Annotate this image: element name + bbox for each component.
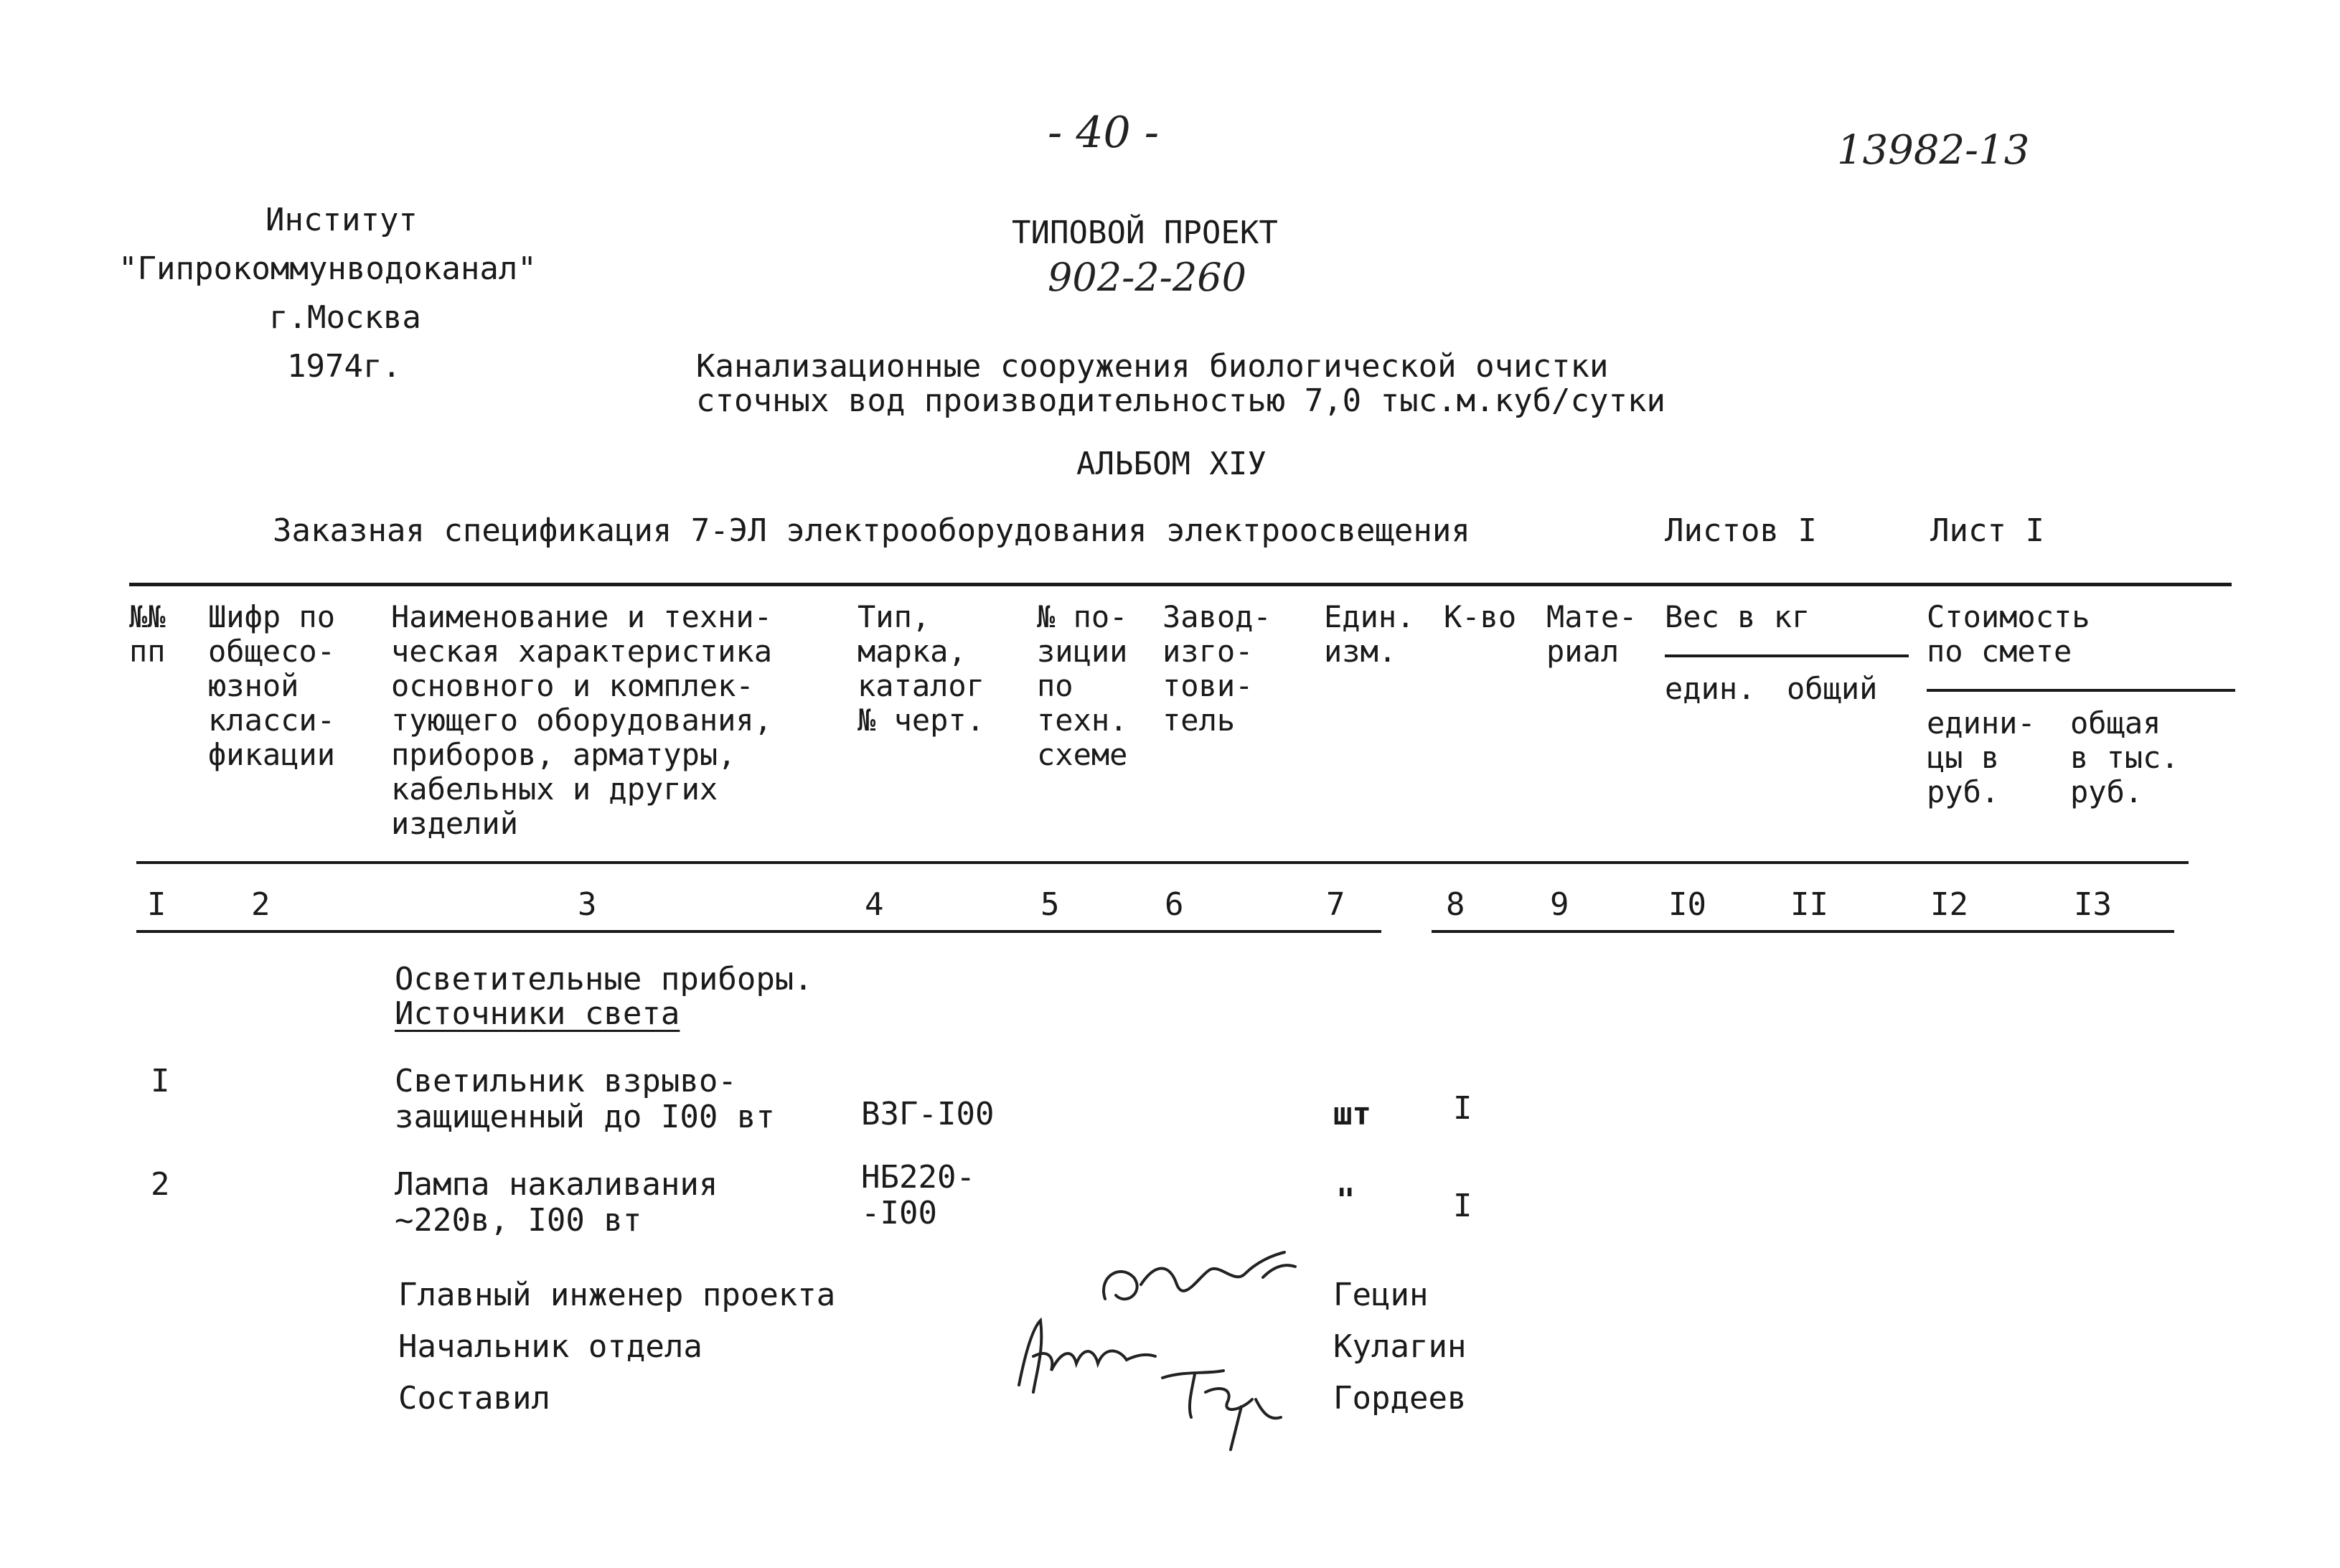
row-1-type: ВЗГ-I00 (861, 1096, 995, 1132)
project-title-line2: сточных вод производительностью 7,0 тыс.м.куб/сутки (696, 382, 1666, 419)
col-number-6: 6 (1165, 886, 1184, 923)
section-title-line2: Источники света (395, 995, 680, 1032)
row-2-quantity: I (1453, 1188, 1472, 1224)
header-weight-total: общий (1787, 671, 1878, 706)
header-weight-unit: един. (1665, 671, 1756, 706)
institute-line2: "Гипрокоммунводоканал" (118, 250, 537, 287)
project-number: 902-2-260 (1048, 255, 1246, 300)
col-numbers-rule-right (1432, 930, 2174, 933)
institute-line4: 1974г. (287, 348, 401, 385)
header-unit: Един. изм. (1324, 599, 1415, 669)
signature-name-3: Гордеев (1333, 1380, 1467, 1417)
header-type-mark: Тип, марка, каталог № черт. (857, 599, 985, 738)
cost-group-rule (1927, 689, 2235, 692)
weight-group-rule (1665, 654, 1909, 657)
section-title-line1: Осветительные приборы. (395, 961, 813, 997)
col-number-1: I (147, 886, 166, 923)
signature-name-2: Кулагин (1333, 1328, 1467, 1365)
table-top-rule (129, 583, 2232, 586)
signature-role-3: Составил (398, 1380, 550, 1417)
sheet-number: Лист I (1930, 512, 2044, 549)
col-number-10: I0 (1668, 886, 1706, 923)
col-number-4: 4 (865, 886, 884, 923)
header-cost-unit: едини- цы в руб. (1927, 705, 2036, 809)
col-number-12: I2 (1930, 886, 1968, 923)
col-numbers-rule-left (136, 930, 1381, 933)
row-2-number: 2 (151, 1166, 170, 1203)
signature-role-1: Главный инженер проекта (398, 1277, 836, 1313)
institute-line3: г.Москва (269, 299, 421, 336)
signature-role-2: Начальник отдела (398, 1328, 703, 1365)
row-1-number: I (151, 1063, 170, 1099)
row-2-type: НБ220- -I00 (861, 1159, 975, 1231)
signature-scribble-author (1155, 1349, 1299, 1457)
header-material: Мате- риал (1546, 599, 1637, 669)
col-number-7: 7 (1326, 886, 1345, 923)
header-cost-group: Стоимость по смете (1927, 599, 2090, 669)
header-position: № по- зиции по техн. схеме (1037, 599, 1128, 772)
col-number-5: 5 (1040, 886, 1060, 923)
col-number-13: I3 (2074, 886, 2112, 923)
header-classification-code: Шифр по общесо- юзной класси- фикации (208, 599, 336, 772)
document-code: 13982-13 (1837, 127, 2030, 174)
institute-line1: Институт (266, 202, 418, 238)
header-number: №№ пп (129, 599, 166, 669)
header-name-description: Наименование и техни- ческая характеристика основного и комплек- тующего оборудования, приборов, арматуры, кабельных и других изделий (391, 599, 773, 841)
row-1-unit: шт (1333, 1096, 1371, 1132)
header-quantity: К-во (1444, 599, 1517, 634)
header-manufacturer: Завод- изго- тови- тель (1162, 599, 1272, 738)
col-number-11: II (1790, 886, 1828, 923)
row-1-name: Светильник взрыво- защищенный до I00 вт (395, 1063, 775, 1135)
signature-name-1: Гецин (1333, 1277, 1429, 1313)
sheets-total: Листов I (1665, 512, 1817, 549)
col-number-8: 8 (1446, 886, 1465, 923)
page-number: - 40 - (1048, 108, 1160, 158)
header-weight-group: Вес в кг (1665, 599, 1810, 634)
col-number-3: 3 (578, 886, 597, 923)
project-title-line1: Канализационные сооружения биологической очистки (696, 348, 1609, 385)
row-1-quantity: I (1453, 1090, 1472, 1127)
album-title: АЛЬБОМ XIУ (1076, 446, 1267, 482)
header-cost-total: общая в тыс. руб. (2070, 705, 2179, 809)
col-number-9: 9 (1550, 886, 1569, 923)
spec-title: Заказная спецификация 7-ЭЛ электрооборудования электроосвещения (273, 512, 1470, 549)
row-2-unit: " (1336, 1182, 1355, 1219)
col-number-2: 2 (251, 886, 271, 923)
header-bottom-rule (136, 861, 2189, 864)
row-2-name: Лампа накаливания ~220в, I00 вт (395, 1166, 718, 1239)
project-label: ТИПОВОЙ ПРОЕКТ (1012, 215, 1278, 251)
